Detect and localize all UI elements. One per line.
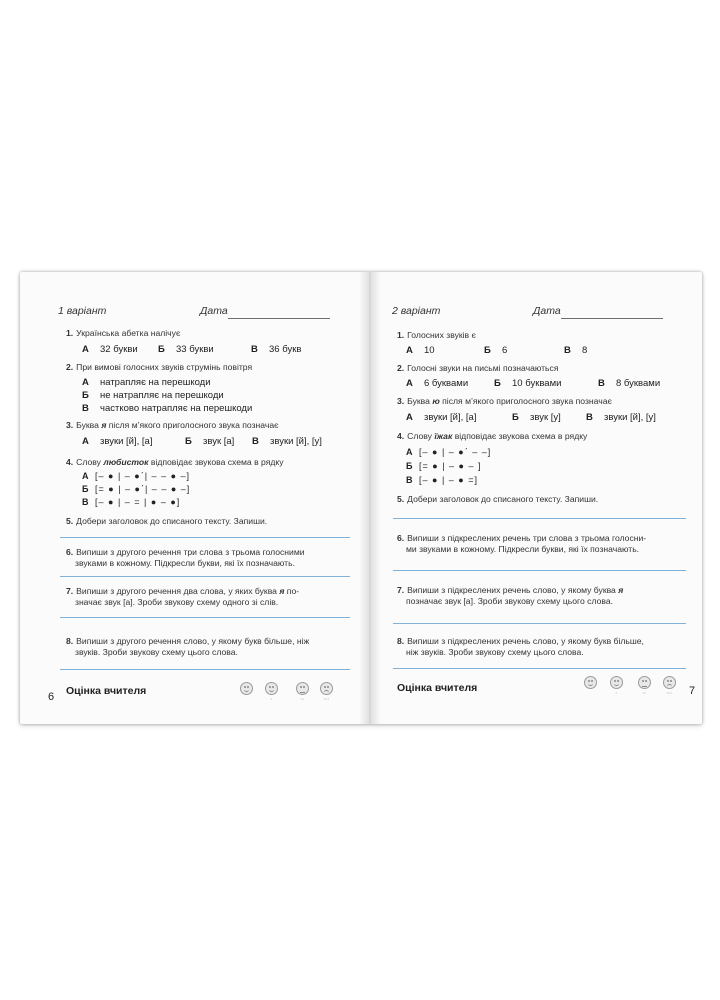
answer-line: [393, 668, 686, 669]
rating-marks: •••: [666, 690, 673, 695]
date-line: [228, 318, 330, 319]
question-4: 4. Слову любисток відповідає звукова схема в рядку: [66, 457, 284, 467]
page-number: 7: [689, 685, 696, 697]
date-label: Дата: [200, 305, 228, 317]
question-2: 2. При вимові голосних звуків струмінь повітря: [66, 362, 253, 372]
question-7-cont: позначає звук [а]. Зроби звукову схему цього слова.: [406, 596, 613, 606]
question-6: 6. Випиши з підкреслених речень три слова з трьома голосни-: [397, 533, 647, 543]
question-8-cont: звуків. Зроби звукову схему цього слова.: [75, 647, 238, 657]
question-5: 5. Добери заголовок до списаного тексту. Запиши.: [397, 494, 599, 504]
question-3: 3. Буква я після м’якого приголосного звука позначає: [66, 420, 279, 430]
scheme-4b: Б [= ● | – ●΄| – – ● –]: [82, 484, 191, 494]
answer-line: [393, 570, 686, 571]
answer-row-1: А 10 Б 6 В 8: [406, 345, 588, 356]
teacher-grade-label: Оцінка вчителя: [66, 685, 147, 697]
answer-line: [393, 623, 686, 624]
question-6-cont: звуками в кожному. Підкресли букви, які їх позначають.: [75, 558, 295, 568]
scheme-4c: В [– ● | – ● =]: [406, 475, 478, 485]
smiley-sad-icon[interactable]: [663, 676, 676, 689]
rating-marks: •••: [323, 696, 330, 701]
rating-marks: ••: [642, 690, 647, 695]
rating-marks: •: [270, 696, 273, 701]
answer-row-1: А 32 букви Б 33 букви В 36 букв: [82, 344, 302, 355]
question-1: 1. Голосних звуків є: [397, 330, 476, 340]
question-5: 5. Добери заголовок до списаного тексту. Запиши.: [66, 516, 268, 526]
question-3: 3. Буква ю після м’якого приголосного звука позначає: [397, 396, 612, 406]
smiley-happy-icon[interactable]: [240, 682, 253, 695]
smiley-neutral-icon[interactable]: [296, 682, 309, 695]
question-7: 7. Випиши з підкреслених речень слово, у якому буква я: [397, 585, 624, 595]
question-8-cont: ніж звуків. Зроби звукову схему цього слова.: [406, 647, 584, 657]
smiley-neutral-icon[interactable]: [638, 676, 651, 689]
question-6-cont: ми звуками в кожному. Підкресли букви, які їх позначають.: [406, 544, 640, 554]
answer-2c: В частково натрапляє на перешкоди: [82, 403, 253, 414]
answer-line: [60, 576, 350, 577]
smiley-happy-icon[interactable]: [584, 676, 597, 689]
page-number: 6: [48, 691, 55, 703]
answer-line: [60, 669, 350, 670]
answer-line: [60, 537, 350, 538]
question-6: 6. Випиши з другого речення три слова з трьома голосними: [66, 547, 305, 557]
answer-row-3: А звуки [й], [а] Б звук [а] В звуки [й], [у]: [82, 436, 322, 447]
question-7: 7. Випиши з другого речення два слова, у яких буква я по-: [66, 586, 300, 596]
teacher-grade-label: Оцінка вчителя: [397, 682, 478, 694]
question-2: 2. Голосні звуки на письмі позначаються: [397, 363, 559, 373]
question-8: 8. Випиши з підкреслених речень слово, у якому букв більше,: [397, 636, 644, 646]
question-4: 4. Слову їжак відповідає звукова схема в рядку: [397, 431, 588, 441]
smiley-smile-icon[interactable]: [610, 676, 623, 689]
answer-2a: А натрапляє на перешкоди: [82, 377, 211, 388]
scheme-4c: В [– ● | – = | ● – ●]: [82, 497, 181, 507]
answer-2b: Б не натрапляє на перешкоди: [82, 390, 224, 401]
open-workbook: [20, 272, 702, 724]
variant-label: 2 варіант: [392, 305, 441, 317]
question-1: 1. Українська абетка налічує: [66, 328, 181, 338]
left-page: [20, 272, 370, 724]
smiley-sad-icon[interactable]: [320, 682, 333, 695]
answer-row-2: А 6 буквами Б 10 буквами В 8 буквами: [406, 378, 661, 389]
question-8: 8. Випиши з другого речення слово, у якому букв більше, ніж: [66, 636, 310, 646]
rating-marks: ••: [300, 696, 305, 701]
answer-line: [60, 617, 350, 618]
scheme-4a: А [– ● | – ●΄ – –]: [406, 447, 492, 457]
rating-marks: •: [615, 690, 618, 695]
date-line: [561, 318, 663, 319]
scheme-4b: Б [= ● | – ● – ]: [406, 461, 482, 471]
question-7-cont: значає звук [а]. Зроби звукову схему одного зі слів.: [75, 597, 279, 607]
scheme-4a: А [– ● | – ●΄| – – ● –]: [82, 471, 191, 481]
answer-row-3: А звуки [й], [а] Б звук [у] В звуки [й], [у]: [406, 412, 656, 423]
smiley-smile-icon[interactable]: [265, 682, 278, 695]
right-page: [370, 272, 702, 724]
variant-label: 1 варіант: [58, 305, 107, 317]
answer-line: [393, 518, 686, 519]
date-label: Дата: [533, 305, 561, 317]
